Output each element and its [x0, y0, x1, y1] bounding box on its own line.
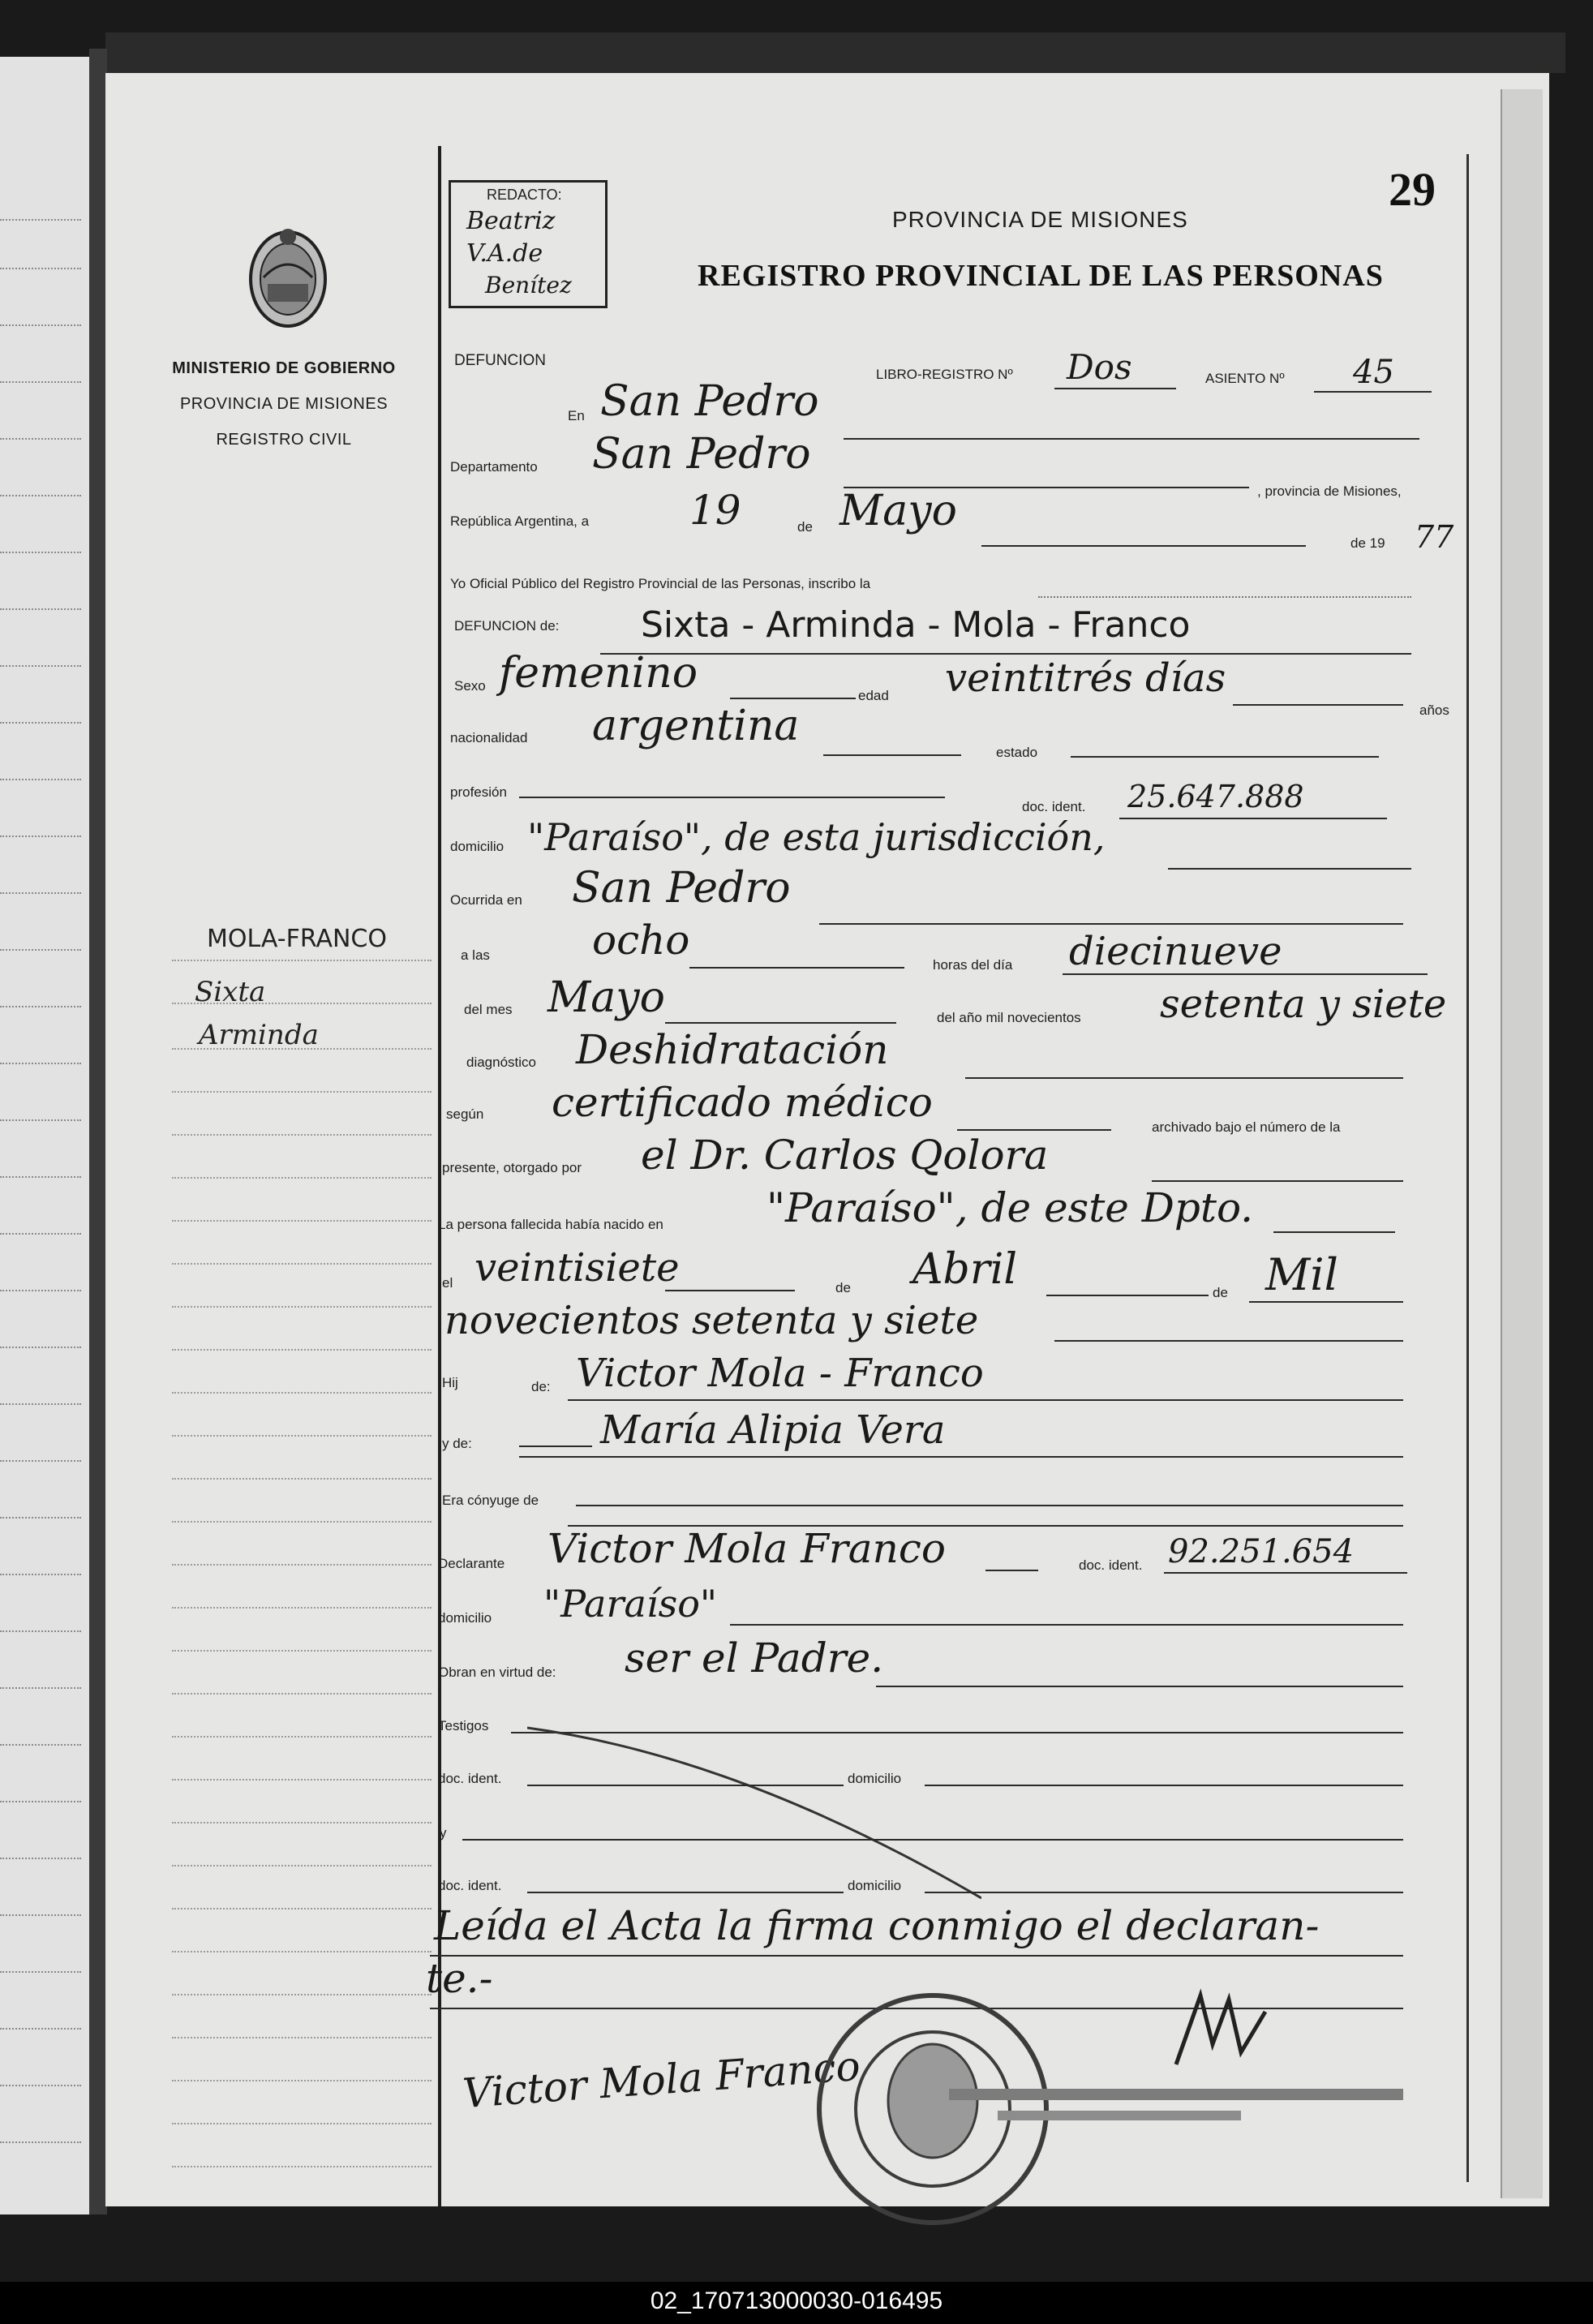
- en-label: En: [568, 408, 585, 423]
- birth-mil: Mil: [1265, 1249, 1338, 1300]
- declarante-label: Declarante: [438, 1556, 505, 1571]
- domicilio-value: "Paraíso", de esta jurisdicción,: [527, 815, 1106, 859]
- testigos-strikethrough: [527, 1724, 981, 1902]
- declarante-domicilio-value: "Paraíso": [543, 1582, 718, 1626]
- sexo-label: Sexo: [454, 678, 486, 694]
- year-prefix: de 19: [1350, 535, 1385, 551]
- testigo2-domicilio-label: domicilio: [848, 1878, 902, 1893]
- y-label: y: [440, 1825, 447, 1841]
- archivado-label: archivado bajo el número de la: [1152, 1119, 1341, 1135]
- left-facing-page: [0, 57, 92, 2214]
- birth-year-text: novecientos setenta y siete: [444, 1298, 979, 1343]
- testigo1-domicilio-label: domicilio: [848, 1771, 902, 1786]
- coat-of-arms-emblem: [243, 219, 333, 333]
- mother-value: María Alipia Vera: [600, 1407, 946, 1453]
- testigo1-doc-label: doc. ident.: [438, 1771, 502, 1786]
- diagnostico-label: diagnóstico: [466, 1055, 537, 1070]
- margin-note-surname: MOLA-FRANCO: [207, 925, 387, 953]
- conyuge-label: Era cónyuge de: [442, 1493, 539, 1508]
- presente-label: presente, otorgado por: [442, 1160, 582, 1175]
- presente-value: el Dr. Carlos Qolora: [641, 1132, 1049, 1179]
- ocurrida-value: San Pedro: [572, 864, 791, 913]
- oficial-text: Yo Oficial Público del Registro Provincial de las Personas, inscribo la: [450, 576, 871, 591]
- doc-ident-label: doc. ident.: [1022, 799, 1086, 814]
- deceased-name: Sixta - Arminda - Mola - Franco: [641, 604, 1191, 646]
- departamento-value: San Pedro: [592, 430, 811, 479]
- edad-value: veintitrés días: [945, 655, 1226, 701]
- diagnostico-value: Deshidratación: [576, 1026, 889, 1073]
- day-value: 19: [689, 487, 741, 534]
- nacido-value: "Paraíso", de este Dpto.: [766, 1184, 1254, 1231]
- redacto-name-line2: V.A.de: [466, 239, 543, 268]
- side-province: PROVINCIA DE MISIONES: [179, 395, 389, 413]
- book-binding: [89, 49, 107, 2214]
- hora-value: ocho: [592, 917, 690, 964]
- redacto-name-line1: Beatriz: [466, 207, 556, 235]
- birth-day: veintisiete: [474, 1245, 680, 1291]
- del-mes-label: del mes: [464, 1002, 513, 1017]
- provincia-suffix: , provincia de Misiones,: [1257, 483, 1402, 499]
- declarante-signature: Victor Mola Franco: [461, 2042, 862, 2118]
- hijo-label: Hij: [442, 1375, 458, 1390]
- departamento-label: Departamento: [450, 459, 538, 475]
- obran-value: ser el Padre.: [625, 1635, 884, 1682]
- margin-note-name1: Sixta: [195, 976, 266, 1008]
- nacionalidad-value: argentina: [592, 702, 800, 750]
- page-number: 29: [1389, 163, 1436, 216]
- doc-ident-value: 25.647.888: [1127, 779, 1304, 814]
- side-civil-registry: REGISTRO CIVIL: [216, 431, 352, 449]
- libro-value: Dos: [1067, 347, 1132, 387]
- record-type-label: DEFUNCION: [454, 352, 546, 369]
- province-title: PROVINCIA DE MISIONES: [892, 207, 1188, 232]
- year-value: 77: [1415, 519, 1454, 555]
- en-value: San Pedro: [600, 377, 819, 426]
- a-las-label: a las: [461, 947, 490, 963]
- y-de-label: y de:: [442, 1436, 472, 1451]
- birth-de-label-1: de: [835, 1280, 851, 1295]
- edad-label: edad: [858, 688, 889, 703]
- right-rule: [1466, 154, 1469, 2182]
- el-label: el: [442, 1275, 453, 1291]
- estado-label: estado: [996, 745, 1038, 760]
- footer-image-id: 02_170713000030-016495: [650, 2287, 943, 2314]
- anio-label: del año mil novecientos: [937, 1010, 1081, 1025]
- nacionalidad-label: nacionalidad: [450, 730, 528, 745]
- sexo-value: femenino: [499, 649, 698, 698]
- official-name-stamp: [949, 2077, 1403, 2133]
- birth-de-label-2: de: [1213, 1285, 1228, 1300]
- father-value: Victor Mola - Franco: [576, 1351, 984, 1396]
- mes-value: Mayo: [547, 973, 665, 1022]
- closing-line-2: te.-: [426, 1955, 493, 2002]
- ocurrida-label: Ocurrida en: [450, 892, 522, 908]
- book-top-edge: [105, 32, 1565, 73]
- dia-value: diecinueve: [1069, 929, 1282, 974]
- redacto-label: REDACTO:: [487, 187, 562, 203]
- registry-title: REGISTRO PROVINCIAL DE LAS PERSONAS: [698, 259, 1384, 293]
- declarante-doc-label: doc. ident.: [1079, 1557, 1143, 1573]
- republica-label: República Argentina, a: [450, 513, 590, 529]
- page-right-edge: [1501, 89, 1543, 2198]
- asiento-label: ASIENTO Nº: [1205, 371, 1285, 386]
- segun-value: certificado médico: [552, 1079, 933, 1126]
- horas-dia-label: horas del día: [933, 957, 1013, 973]
- testigos-label: Testigos: [438, 1718, 489, 1733]
- obran-label: Obran en virtud de:: [438, 1665, 556, 1680]
- asiento-value: 45: [1353, 354, 1394, 391]
- declarante-doc-value: 92.251.654: [1168, 1533, 1355, 1570]
- domicilio-label: domicilio: [450, 839, 505, 854]
- profesion-label: profesión: [450, 784, 507, 800]
- day-de-label: de: [797, 519, 813, 535]
- anos-label: años: [1419, 702, 1449, 718]
- anio-value: setenta y siete: [1160, 982, 1447, 1027]
- ministry-name: MINISTERIO DE GOBIERNO: [172, 359, 396, 377]
- libro-label: LIBRO-REGISTRO Nº: [876, 367, 1013, 382]
- margin-note-name2: Arminda: [199, 1019, 319, 1051]
- redacto-name-line3: Benítez: [485, 272, 572, 299]
- father-de-label: de:: [531, 1379, 551, 1394]
- segun-label: según: [446, 1106, 484, 1122]
- official-signature: [1168, 1987, 1273, 2077]
- closing-line-1: Leída el Acta la firma conmigo el declaran-: [434, 1902, 1320, 1949]
- defuncion-de-label: DEFUNCION de:: [454, 618, 560, 634]
- month-value: Mayo: [839, 487, 957, 535]
- testigo2-doc-label: doc. ident.: [438, 1878, 502, 1893]
- birth-month: Abril: [912, 1245, 1017, 1294]
- declarante-domicilio-label: domicilio: [438, 1610, 492, 1626]
- margin-rule: [438, 146, 441, 2206]
- declarante-value: Victor Mola Franco: [547, 1525, 946, 1572]
- nacido-label: La persona fallecida había nacido en: [438, 1217, 663, 1232]
